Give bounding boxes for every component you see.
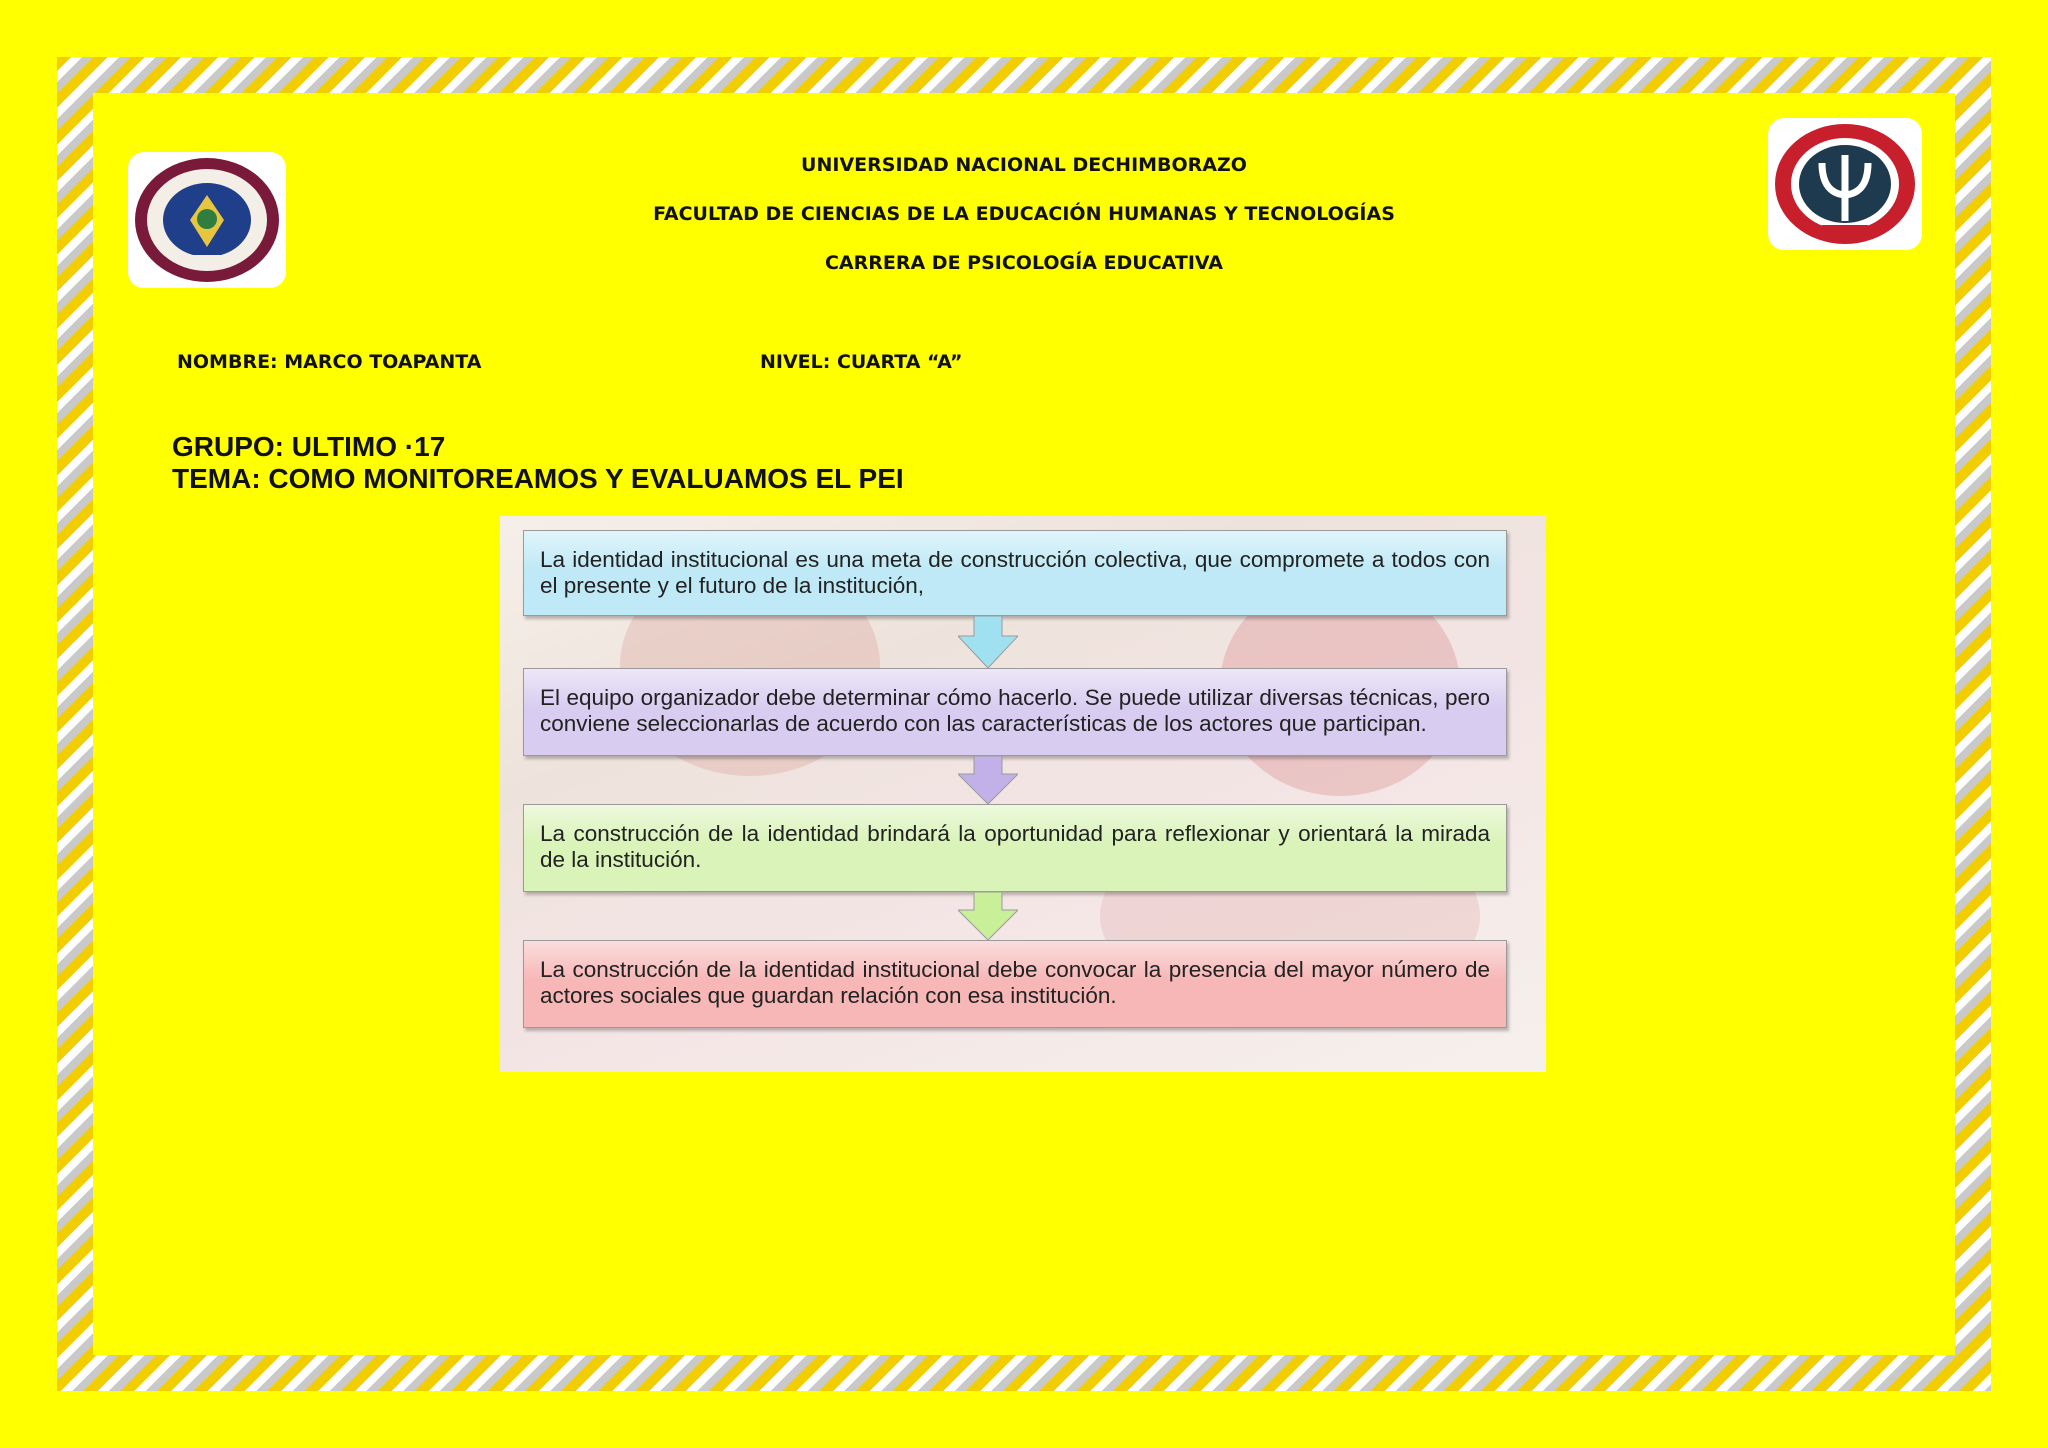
career-name: CARRERA DE PSICOLOGÍA EDUCATIVA [824,252,1224,274]
flow-step-3 [523,804,1507,892]
psi-seal-icon [1772,121,1918,247]
faculty-name: FACULTAD DE CIENCIAS DE LA EDUCACIÓN HUMANAS Y TECNOLOGÍAS [653,203,1395,225]
university-name: UNIVERSIDAD NACIONAL DECHIMBORAZO [801,154,1247,176]
student-name: NOMBRE: MARCO TOAPANTA [177,351,482,373]
group-title: GRUPO: ULTIMO ·17 [172,431,446,462]
down-arrow-icon [958,756,1018,804]
flow-diagram [500,516,1546,1072]
flow-step-1 [523,530,1507,616]
flow-step-text: La construcción de la identidad brindará la oportunidad para reflexionar y orientará la mirada de la institución. [540,821,1490,872]
topic-title: TEMA: COMO MONITOREAMOS Y EVALUAMOS EL PEI [172,463,904,494]
flow-step-text: La identidad institucional es una meta de construcción colectiva, que compromete a todos con el presente y el futuro de la institución, [540,547,1490,598]
down-arrow-icon [958,616,1018,668]
psychology-school-logo [1768,118,1922,250]
flow-step-4 [523,940,1507,1028]
student-level: NIVEL: CUARTA “A” [760,351,963,373]
flow-step-text: El equipo organizador debe determinar cómo hacerlo. Se puede utilizar diversas técnicas, pero conviene seleccionarlas de acuerdo con las características de los actores que participan. [540,685,1490,736]
flow-step-2 [523,668,1507,756]
flow-step-text: La construcción de la identidad institucional debe convocar la presencia del mayor número de actores sociales que guardan relación con esa institución. [540,957,1490,1008]
down-arrow-icon [958,892,1018,940]
